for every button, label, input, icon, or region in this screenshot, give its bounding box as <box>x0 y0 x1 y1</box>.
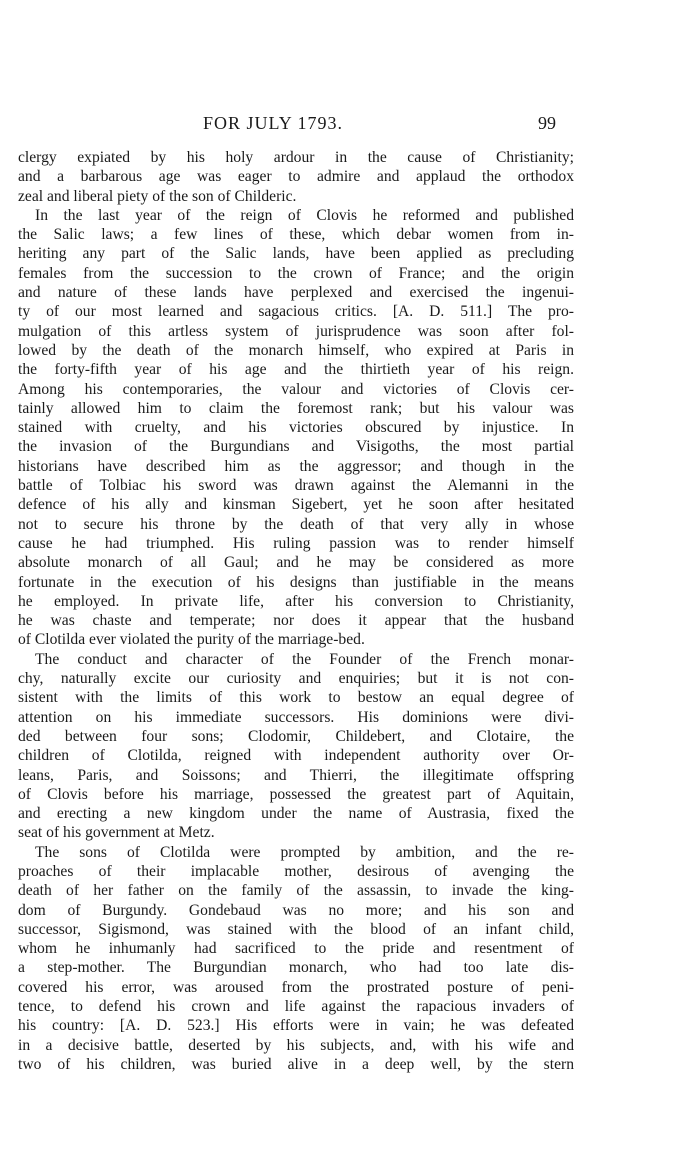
running-title: FOR JULY 1793. <box>203 113 344 133</box>
text-line: seat of his government at Metz. <box>18 824 215 842</box>
text-line: clergy expiated by his holy ardour in the cause of Christianity; <box>18 149 574 166</box>
text-line: successor, Sigismond, was stained with the blood of an infant child, <box>18 920 574 938</box>
text-line: proaches of their implacable mother, desirous of avenging the <box>18 862 574 880</box>
text-line: tainly allowed him to claim the foremost rank; but his valour was <box>18 399 574 417</box>
text-line: he employed. In private life, after his conversion to Christianity, <box>18 592 574 610</box>
text-line: of Clovis before his marriage, possessed the greatest part of Aquitain, <box>18 785 574 803</box>
text-line: battle of Tolbiac his sword was drawn against the Alemanni in the <box>18 477 574 495</box>
text-line: The conduct and character of the Founder of the French monar- <box>35 650 574 668</box>
text-line: covered his error, was aroused from the prostrated posture of peni- <box>18 978 574 996</box>
text-line: stained with cruelty, and his victories obscured by injustice. In <box>18 419 574 437</box>
text-line: females from the succession to the crown of France; and the origin <box>18 264 574 282</box>
text-line: of Clotilda ever violated the purity of the marriage-bed. <box>18 631 365 649</box>
text-line: tence, to defend his crown and life against the rapacious invaders of <box>18 998 574 1016</box>
text-line: ty of our most learned and sagacious critics. [A. D. 511.] The pro- <box>18 303 574 321</box>
text-line: ded between four sons; Clodomir, Childebert, and Clotaire, the <box>18 727 574 745</box>
text-line: lowed by the death of the monarch himself, who expired at Paris in <box>18 341 574 359</box>
text-line: The sons of Clotilda were prompted by ambition, and the re- <box>35 843 574 861</box>
text-line: and nature of these lands have perplexed and exercised the ingenui- <box>18 284 574 302</box>
text-line: a step-mother. The Burgundian monarch, who had too late dis- <box>18 959 574 977</box>
text-line: zeal and liberal piety of the son of Childeric. <box>18 187 297 205</box>
text-line: defence of his ally and kinsman Sigebert, yet he soon after hesitated <box>18 496 574 514</box>
text-line: sistent with the limits of this work to bestow an equal degree of <box>18 689 574 707</box>
text-line: death of her father on the family of the assassin, to invade the king- <box>18 882 574 900</box>
text-line: dom of Burgundy. Gondebaud was no more; and his son and <box>18 901 574 919</box>
text-line: chy, naturally excite our curiosity and enquiries; but it is not con- <box>18 670 574 688</box>
text-line: whom he inhumanly had sacrificed to the pride and resentment of <box>18 940 574 958</box>
text-line: and a barbarous age was eager to admire and applaud the orthodox <box>18 168 574 186</box>
text-line: two of his children, was buried alive in a deep well, by the stern <box>18 1055 574 1073</box>
text-line: fortunate in the execution of his designs than justifiable in the means <box>18 573 574 591</box>
text-line: historians have described him as the aggressor; and though in the <box>18 457 574 475</box>
text-line: the forty-fifth year of his age and the thirtieth year of his reign. <box>18 361 574 379</box>
text-line: heriting any part of the Salic lands, have been applied as precluding <box>18 245 574 263</box>
text-line: not to secure his throne by the death of that very ally in whose <box>18 515 574 533</box>
text-line: In the last year of the reign of Clovis he reformed and published <box>35 206 574 224</box>
text-line: attention on his immediate successors. His dominions were divi- <box>18 708 574 726</box>
text-line: cause he had triumphed. His ruling passion was to render himself <box>18 534 574 552</box>
text-line: the invasion of the Burgundians and Visigoths, the most partial <box>18 438 574 456</box>
text-line: he was chaste and temperate; nor does it appear that the husband <box>18 612 574 630</box>
page-number: 99 <box>538 113 556 133</box>
text-line: leans, Paris, and Soissons; and Thierri, the illegitimate offspring <box>18 766 574 784</box>
text-line: in a decisive battle, deserted by his subjects, and, with his wife and <box>18 1036 574 1054</box>
text-line: absolute monarch of all Gaul; and he may be considered as more <box>18 554 574 572</box>
text-line: mulgation of this artless system of jurisprudence was soon after fol- <box>18 322 574 340</box>
running-head <box>0 113 692 139</box>
body-text <box>18 148 574 1074</box>
text-line: his country: [A. D. 523.] His efforts were in vain; he was defeated <box>18 1017 574 1035</box>
text-line: Among his contemporaries, the valour and victories of Clovis cer- <box>18 380 574 398</box>
text-line: children of Clotilda, reigned with independent authority over Or- <box>18 747 574 765</box>
text-line: the Salic laws; a few lines of these, which debar women from in- <box>18 226 574 244</box>
text-line: and erecting a new kingdom under the name of Austrasia, fixed the <box>18 805 574 823</box>
